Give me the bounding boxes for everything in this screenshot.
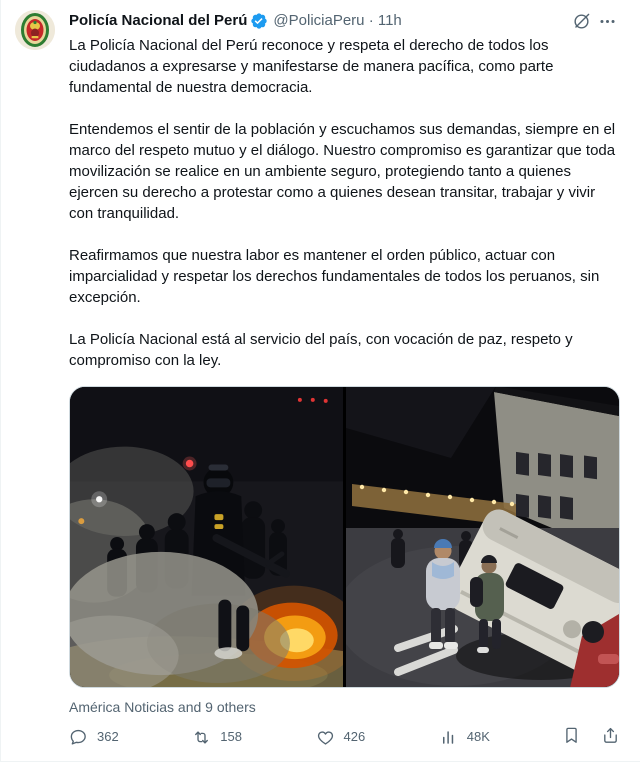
action-bar: [69, 726, 620, 761]
author-handle-and-time[interactable]: [273, 11, 401, 31]
views-count: 48K: [466, 729, 490, 744]
author-name[interactable]: Policía Nacional del Perú: [69, 12, 248, 29]
tweet-paragraph-2: Entendemos el sentir de la población y escuchamos sus demandas, siempre en el marco del respeto mutuo y el diálogo. Nuestro compromiso es garantizar que toda movilización se realice en un ambiente seguro, protegiendo tanto a quienes ejercen su derecho a protestar como a quienes desean transitar, trabajar y vivir con tranquilidad.: [69, 121, 616, 222]
like-button[interactable]: [316, 728, 439, 747]
avatar-column: [15, 10, 55, 761]
tweet-body: [69, 35, 620, 371]
analytics-bars-icon: [439, 728, 458, 747]
action-end-group: [562, 726, 620, 748]
photo-right-overturned-booth[interactable]: [346, 387, 619, 687]
repost-icon: [192, 728, 211, 747]
reply-button[interactable]: [69, 728, 192, 747]
tweet-content: [69, 10, 620, 761]
photo-left-illustration: [70, 387, 343, 687]
tweet-paragraph-4: La Policía Nacional está al servicio del país, con vocación de paz, respeto y compromiso con la ley.: [69, 331, 573, 369]
tweet-paragraph-3: Reafirmamos que nuestra labor es mantener el orden público, actuar con imparcialidad y respetar los derechos fundamentales de todos los peruanos, sin excepción.: [69, 247, 600, 306]
like-count: 426: [343, 729, 366, 744]
tweet-paragraph-1: La Policía Nacional del Perú reconoce y respeta el derecho de todos los ciudadanos a expresarse y manifestarse de manera pacífica, como parte fundamental de nuestra democracia.: [69, 37, 554, 96]
reply-count: 362: [97, 729, 119, 744]
share-button[interactable]: [601, 726, 620, 748]
verified-badge-icon: [250, 12, 268, 30]
reply-icon: [69, 728, 88, 747]
pnp-emblem-avatar: [15, 10, 55, 50]
timestamp[interactable]: 11h: [377, 12, 402, 29]
photo-left-riot-police[interactable]: [70, 387, 343, 687]
grok-icon: [572, 12, 591, 31]
bookmark-button[interactable]: [562, 726, 581, 748]
share-icon: [601, 726, 620, 745]
photo-right-illustration: [346, 387, 619, 687]
repost-button[interactable]: [192, 728, 315, 747]
bookmark-icon: [562, 726, 581, 745]
heart-icon: [316, 728, 335, 747]
views-button[interactable]: [439, 728, 562, 747]
more-menu-button[interactable]: [594, 8, 620, 34]
tweet-divider: [0, 761, 640, 762]
meta-separator: ·: [368, 12, 374, 29]
tagged-accounts[interactable]: América Noticias and 9 others: [69, 699, 256, 715]
grok-actions-button[interactable]: [568, 8, 594, 34]
tweet-header: [69, 10, 620, 32]
author-handle[interactable]: @PoliciaPeru: [273, 12, 365, 29]
avatar[interactable]: [15, 10, 55, 50]
more-horizontal-icon: [598, 12, 617, 31]
media-grid: [69, 386, 620, 688]
repost-count: 158: [220, 729, 242, 744]
